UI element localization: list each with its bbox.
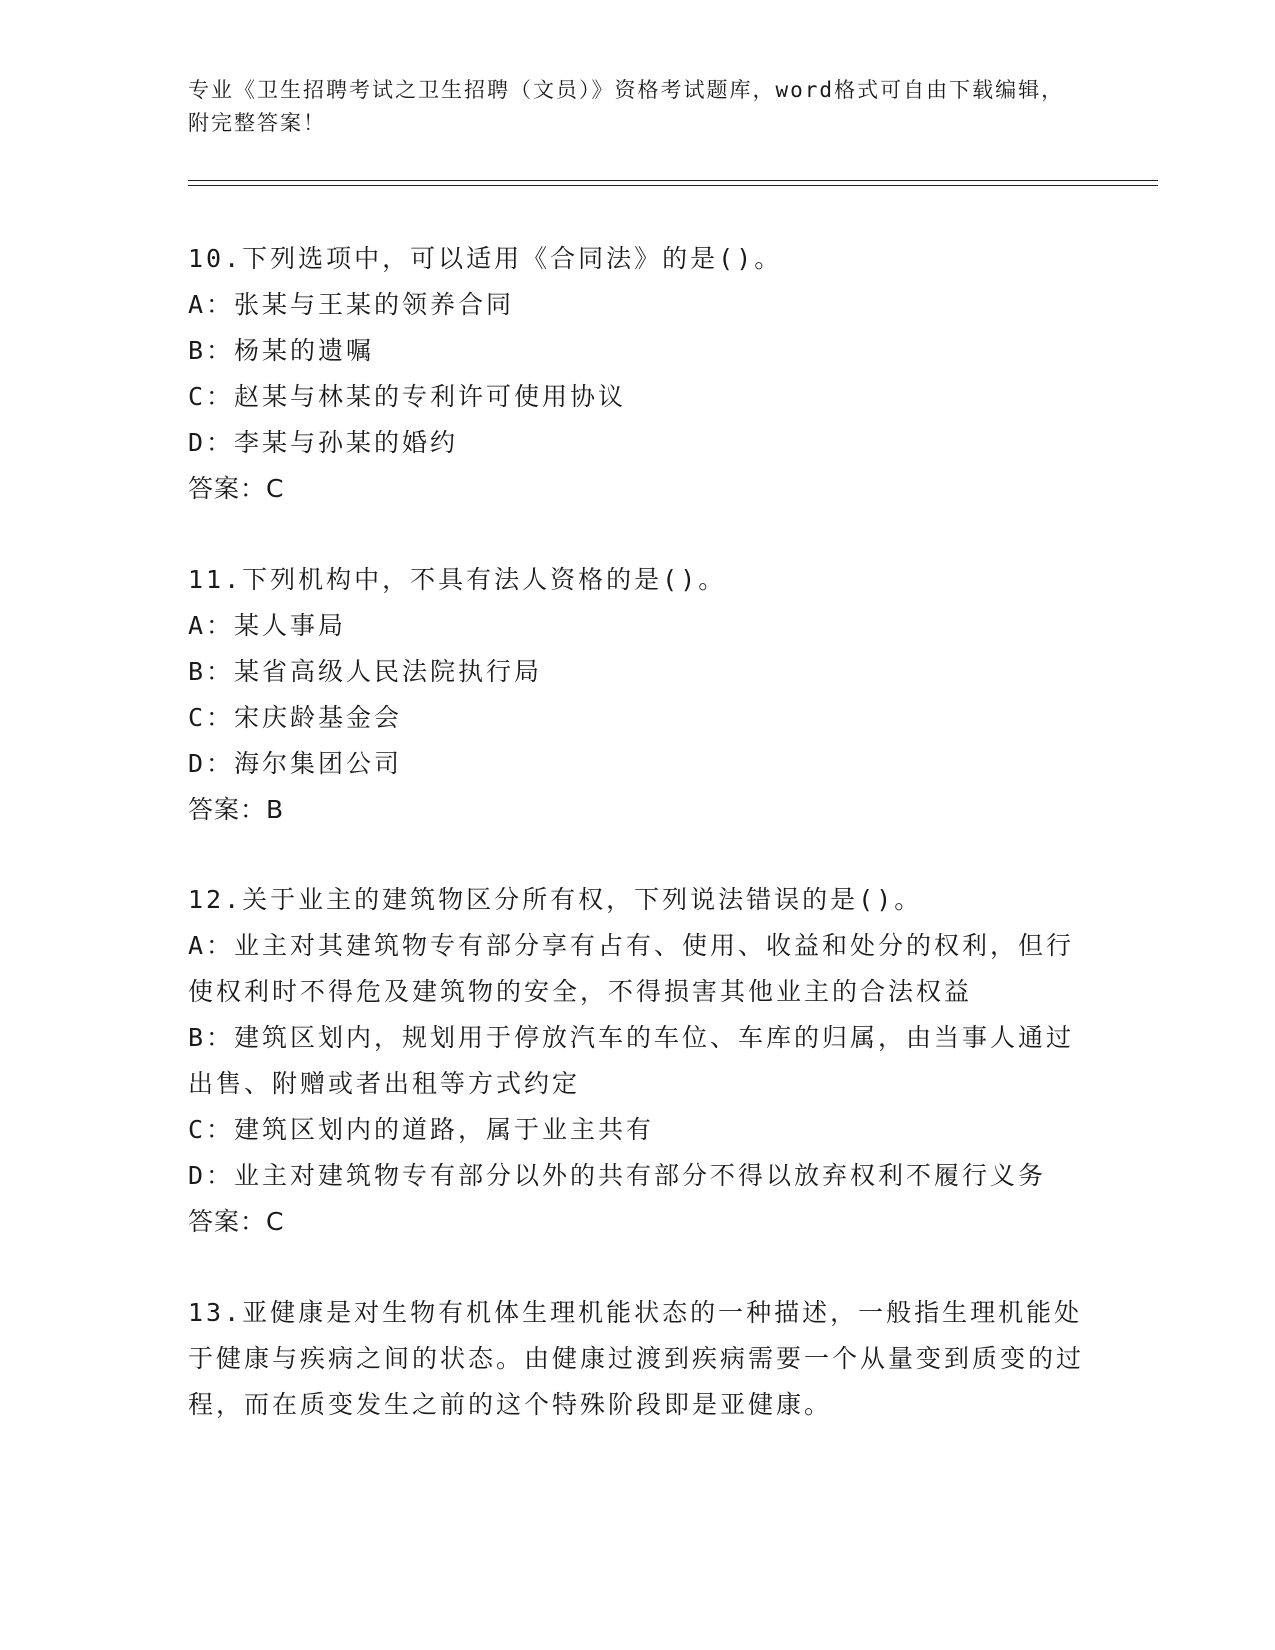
option-d: D：业主对建筑物专有部分以外的共有部分不得以放弃权利不履行义务 xyxy=(188,1161,1047,1190)
header-text: 专业《卫生招聘考试之卫生招聘（文员）》资格考试题库，word格式可自由下载编辑，附完整答案！ xyxy=(188,78,1065,135)
option-c: C：赵某与林某的专利许可使用协议 xyxy=(188,382,627,411)
option-c: C：宋庆龄基金会 xyxy=(188,703,403,732)
question-13 xyxy=(188,1290,1088,1428)
option-b: B：杨某的遗嘱 xyxy=(188,336,375,365)
option-a: A：某人事局 xyxy=(188,611,347,640)
option-d: D：海尔集团公司 xyxy=(188,749,403,778)
question-stem: 12.关于业主的建筑物区分所有权，下列说法错误的是()。 xyxy=(188,885,923,914)
option-c: C：建筑区划内的道路，属于业主共有 xyxy=(188,1115,655,1144)
option-a: A：张某与王某的领养合同 xyxy=(188,290,515,319)
answer: 答案：C xyxy=(188,474,285,503)
question-10 xyxy=(188,236,1088,512)
answer: 答案：C xyxy=(188,1207,285,1236)
question-12 xyxy=(188,877,1088,1245)
header-divider-top xyxy=(188,180,1158,181)
option-b: B：建筑区划内，规划用于停放汽车的车位、车库的归属，由当事人通过出售、附赠或者出租等方式约定 xyxy=(188,1023,1075,1098)
question-stem: 13.亚健康是对生物有机体生理机能状态的一种描述，一般指生理机能处于健康与疾病之间的状态。由健康过渡到疾病需要一个从量变到质变的过程，而在质变发生之前的这个特殊阶段即是亚健康。 xyxy=(188,1298,1085,1419)
question-11 xyxy=(188,557,1088,833)
document-header xyxy=(188,74,1068,140)
option-b: B：某省高级人民法院执行局 xyxy=(188,657,543,686)
question-stem: 11.下列机构中，不具有法人资格的是()。 xyxy=(188,565,727,594)
question-stem: 10.下列选项中，可以适用《合同法》的是()。 xyxy=(188,244,783,273)
answer: 答案：B xyxy=(188,795,285,824)
option-a: A：业主对其建筑物专有部分享有占有、使用、收益和处分的权利，但行使权利时不得危及建筑物的安全，不得损害其他业主的合法权益 xyxy=(188,931,1075,1006)
option-d: D：李某与孙某的婚约 xyxy=(188,428,459,457)
header-divider-bottom xyxy=(188,185,1158,186)
